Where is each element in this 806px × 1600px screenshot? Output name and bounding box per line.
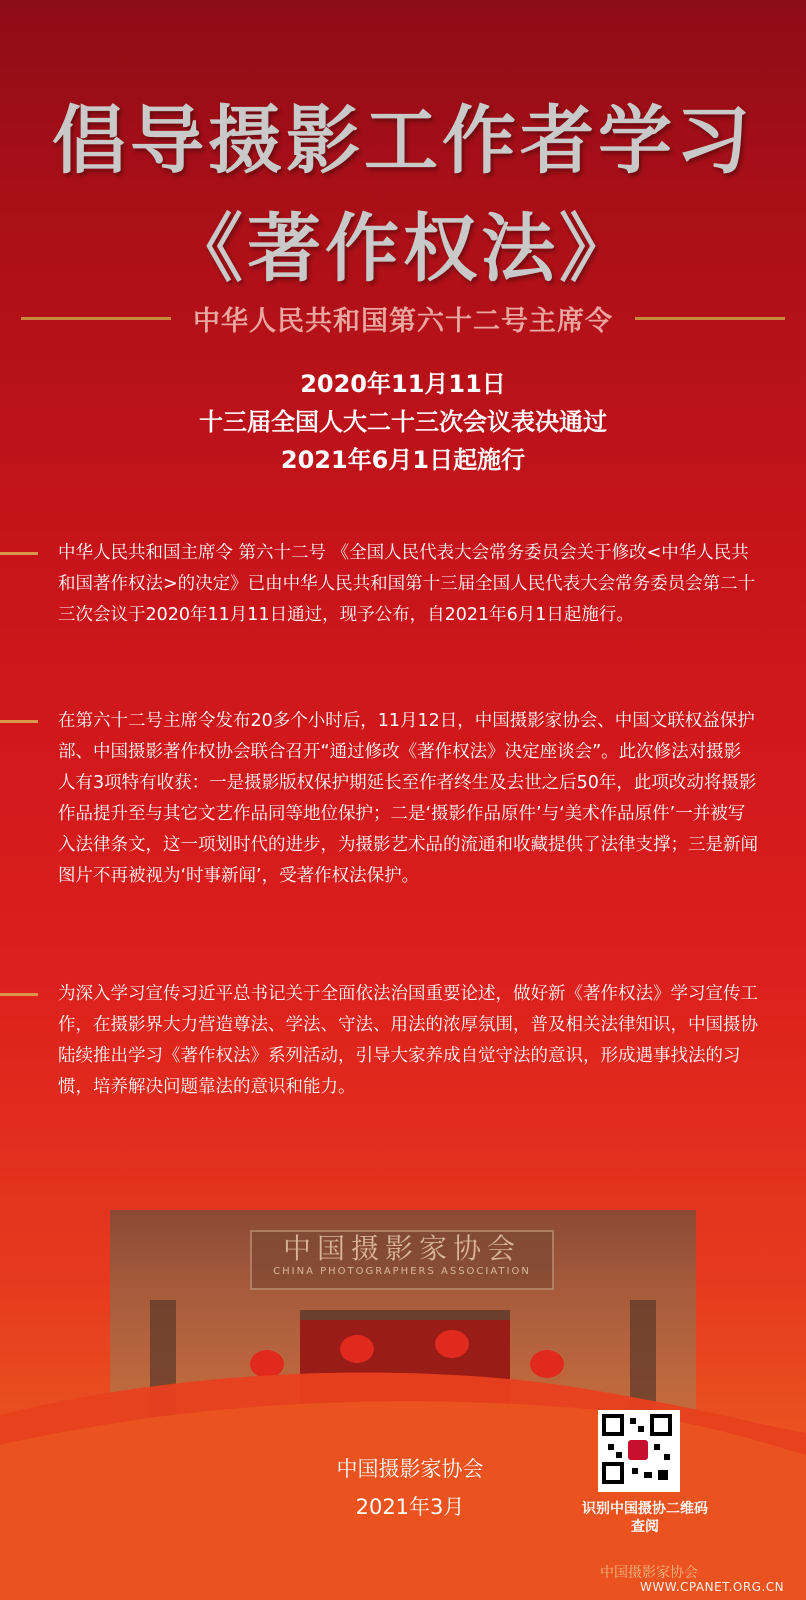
page-title-line1: 倡导摄影工作者学习 <box>52 98 754 184</box>
qr-code[interactable] <box>598 1410 680 1492</box>
qr-module <box>630 1418 636 1424</box>
watermark-logo: 中国摄影家协会 <box>600 1565 698 1581</box>
watermark-url: WWW.CPANET.ORG.CN <box>640 1580 785 1594</box>
paragraph-2: 在第六十二号主席令发布20多个小时后，11月12日，中国摄影家协会、中国文联权益保护部、中国摄影著作权协会联合召开“通过修改《著作权法》决定座谈会”。此次修法对摄影人有3项特有收获：一是摄影版权保护期延长至作者终生及去世之后50年，此项改动将摄影作品提升至与其它文艺作品同等地位保护；二是‘摄影作品原件’与‘美术作品原件’一并被写入法律条文，这一项划时代的进步，为摄影艺术品的流通和收藏提供了法律支撑；三是新闻图片不再被视为‘时事新闻’，受著作权法保护。 <box>58 711 758 886</box>
qr-finder <box>602 1414 624 1436</box>
qr-finder <box>650 1414 672 1436</box>
qr-module <box>616 1452 622 1458</box>
qr-logo <box>628 1440 648 1460</box>
paragraph-marker-2 <box>0 720 38 723</box>
page-title-line2: 《著作权法》 <box>169 206 637 292</box>
subtitle-row <box>0 298 806 338</box>
qr-module <box>632 1468 638 1474</box>
lantern <box>435 1330 469 1358</box>
dates-block <box>0 365 806 479</box>
footer-org: 中国摄影家协会 <box>336 1457 484 1481</box>
paragraph-3: 为深入学习宣传习近平总书记关于全面依法治国重要论述，做好新《著作权法》学习宣传工作，在摄影界大力营造尊法、学法、守法、用法的浓厚氛围，普及相关法律知识，中国摄协陆续推出学习《著作权法》系列活动，引导大家养成自觉守法的意识，形成遇事找法的习惯，培养解决问题靠法的意识和能力。 <box>58 984 758 1097</box>
date-line-effective: 2021年6月1日起施行 <box>280 446 526 474</box>
divider-line-right <box>635 317 785 320</box>
qr-module <box>664 1454 670 1460</box>
qr-module <box>644 1472 652 1478</box>
paragraph-marker-1 <box>0 552 38 555</box>
building-sign <box>250 1230 554 1290</box>
footer-date: 2021年3月 <box>355 1495 465 1519</box>
qr-module <box>608 1444 614 1450</box>
date-line-adopted: 2020年11月11日 <box>300 370 506 398</box>
building-sign-text-en: CHINA PHOTOGRAPHERS ASSOCIATION <box>273 1266 531 1277</box>
qr-finder <box>602 1462 624 1484</box>
divider-line-left <box>21 317 171 320</box>
paragraph-marker-3 <box>0 993 38 996</box>
qr-module <box>638 1426 644 1432</box>
building-sign-text: 中国摄影家协会 <box>282 1232 521 1265</box>
qr-caption: 识别中国摄协二维码查阅 <box>582 1501 708 1535</box>
qr-module <box>654 1444 660 1450</box>
footer <box>310 1450 510 1526</box>
date-line-session: 十三届全国人大二十三次会议表决通过 <box>199 408 607 436</box>
qr-module <box>658 1470 668 1480</box>
paragraph-1: 中华人民共和国主席令 第六十二号 《全国人民代表大会常务委员会关于修改<中华人民共和国著作权法>的决定》已由中华人民共和国第十三届全国人民代表大会常务委员会第二十三次会议于2020年11月11日通过，现予公布，自2021年6月1日起施行。 <box>58 543 756 625</box>
subtitle: 中华人民共和国第六十二号主席令 <box>193 305 613 337</box>
